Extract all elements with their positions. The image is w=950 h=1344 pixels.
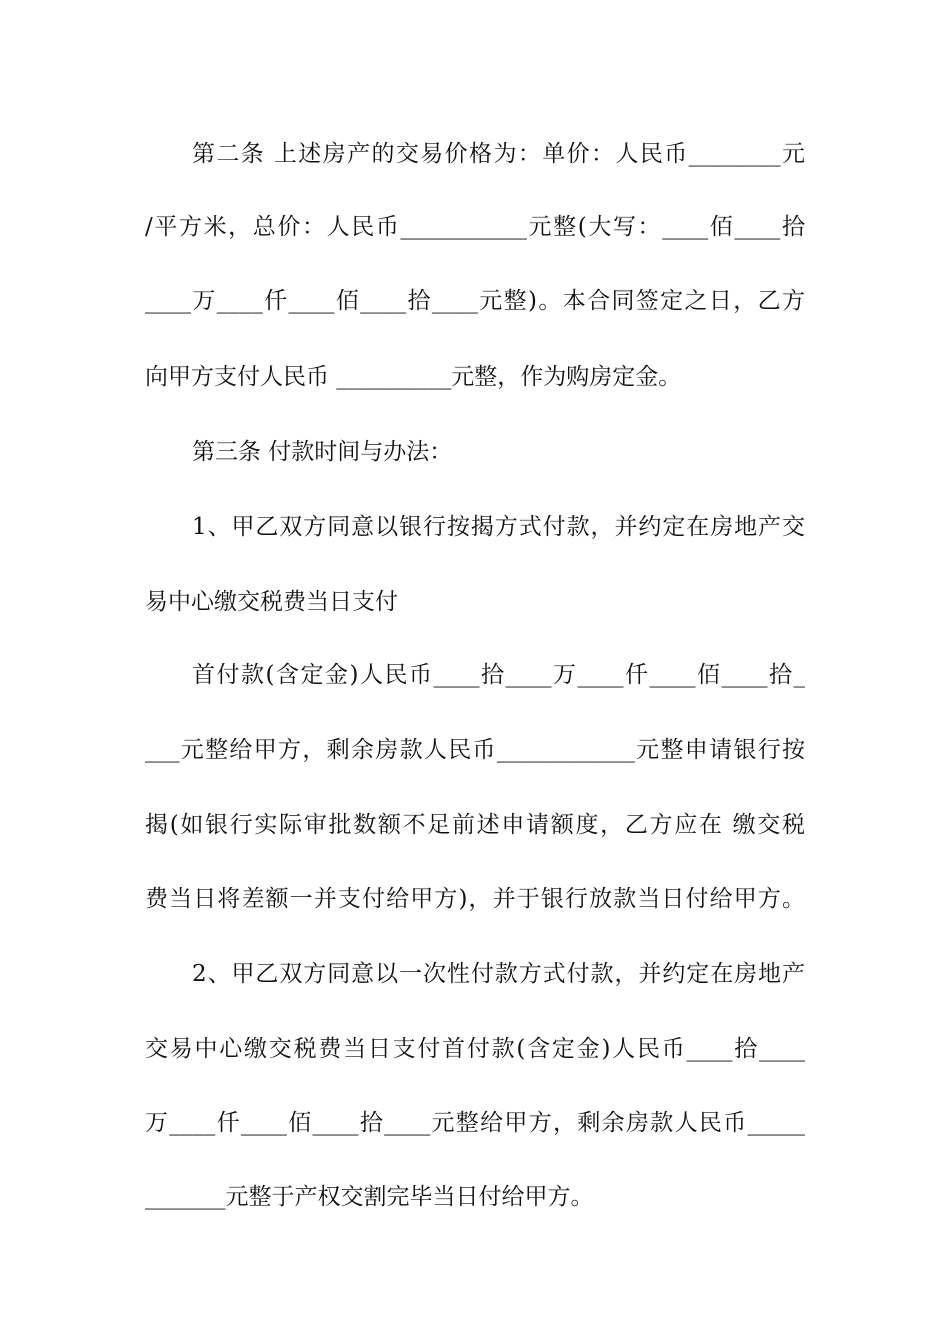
down-payment-line-2: ___元整给甲方，剩余房款人民币____________元整申请银行按 <box>145 737 805 763</box>
down-payment-line-1: 首付款(含定金)人民币____拾____万____仟____佰____拾_ <box>192 662 805 688</box>
down-payment-line-3: 揭(如银行实际审批数额不足前述申请额度，乙方应在 缴交税 <box>145 812 805 838</box>
article-2-line-4: 向甲方支付人民币 __________元整，作为购房定金。 <box>145 364 682 390</box>
clause-2-line-2: 交易中心缴交税费当日支付首付款(含定金)人民币____拾____ <box>145 1036 805 1062</box>
article-2-line-3: ____万____仟____佰____拾____元整)。本合同签定之日，乙方 <box>145 288 805 314</box>
clause-1-line-1: 1、甲乙双方同意以银行按揭方式付款，并约定在房地产交 <box>192 514 805 540</box>
clause-1-line-2: 易中心缴交税费当日支付 <box>145 589 398 615</box>
clause-2-line-3: 万____仟____佰____拾____元整给甲方，剩余房款人民币_____ <box>145 1110 805 1136</box>
clause-2-line-1: 2、甲乙双方同意以一次性付款方式付款，并约定在房地产 <box>192 961 805 987</box>
down-payment-line-4: 费当日将差额一并支付给甲方)，并于银行放款当日付给甲方。 <box>145 886 805 912</box>
article-2-line-2: /平方米，总价：人民币___________元整(大写：____佰____拾 <box>145 214 805 240</box>
article-2-line-1: 第二条 上述房产的交易价格为：单价：人民币________元 <box>192 141 805 167</box>
clause-2-line-4: _______元整于产权交割完毕当日付给甲方。 <box>145 1184 594 1210</box>
article-3-heading: 第三条 付款时间与办法： <box>192 439 453 465</box>
